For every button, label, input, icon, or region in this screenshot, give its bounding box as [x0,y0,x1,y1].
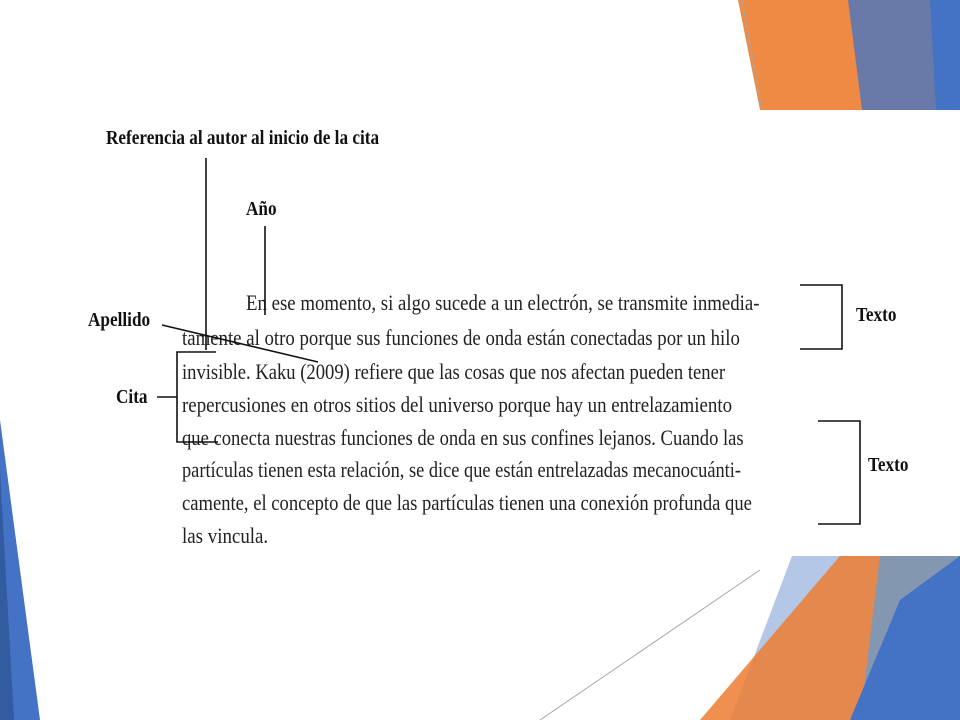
paragraph-line-7: camente, el concepto de que las partículas tienen una conexión profunda que [182,490,752,515]
year-label: Año [246,198,277,220]
paragraph-line-2: tamente al otro porque sus funciones de onda están conectadas por un hilo [182,325,740,350]
quote-label: Cita [116,386,148,408]
surname-connector [162,325,318,362]
paragraph-line-8: las vincula. [182,523,269,548]
paragraph-line-1: En ese momento, si algo sucede a un electrón, se transmite inmedia- [246,290,760,315]
quote-bracket [177,352,218,442]
reference-label: Referencia al autor al inicio de la cita [106,127,380,149]
text-label-top: Texto [856,304,897,326]
paragraph-line-3: invisible. Kaku (2009) refiere que las cosas que nos afectan pueden tener [182,359,726,384]
text-bracket-top [800,285,842,349]
text-label-bottom: Texto [868,454,909,476]
paragraph-line-5: que conecta nuestras funciones de onda en sus confines lejanos. Cuando las [182,425,744,450]
paragraph-line-4: repercusiones en otros sitios del universo porque hay un entrelazamiento [182,392,733,417]
text-bracket-bottom [818,421,860,524]
paragraph-line-6: partículas tienen esta relación, se dice que están entrelazadas mecanocuánti- [182,457,741,482]
surname-label: Apellido [88,309,151,331]
